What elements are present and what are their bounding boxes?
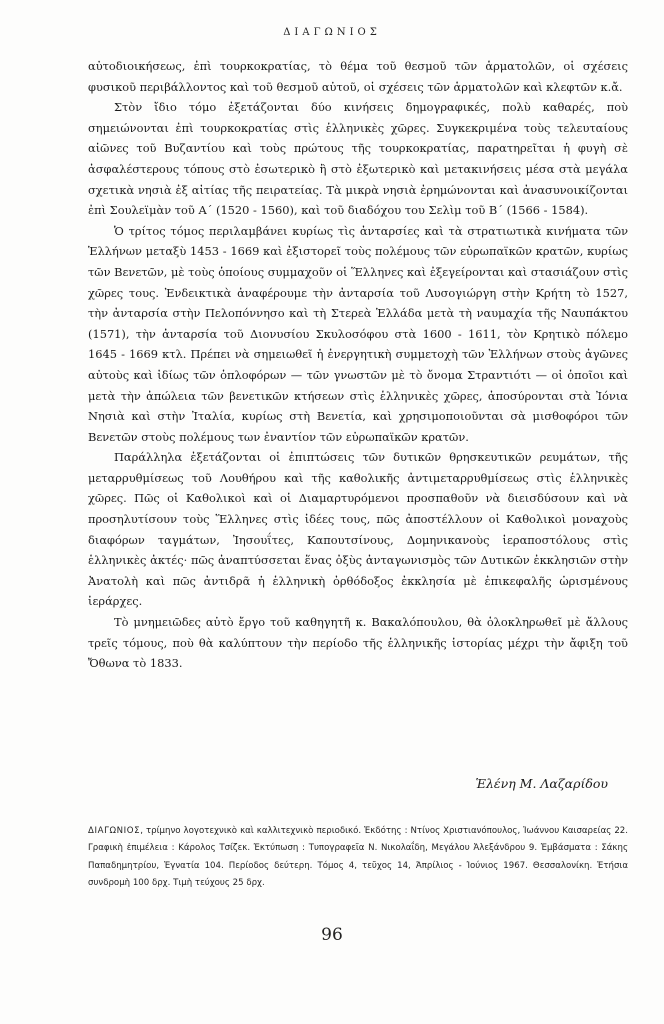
author-signature: Ἑλένη Μ. Λαζαρίδου [475, 776, 608, 791]
imprint-magazine-name: ΔΙΑΓΩΝΙΟΣ [88, 826, 141, 836]
imprint-text: , τρίμηνο λογοτεχνικὸ καὶ καλλιτεχνικὸ περιοδικό. Ἐκδότης : Ντίνος Χριστιανόπουλος, Ἰωάννου Καισαρείας 22. Γραφικὴ ἐπιμέλεια : Κάρολος Τσίζεκ. Ἐκτύπωση : Τυπογραφεῖα Ν. Νικολαΐδη, Μεγάλου Ἀλεξάνδρου 9. Ἐμβάσματα : Σάκης Παπαδημητρίου, Ἐγνατία 104. Περίοδος δεύτερη. Τόμος 4, τεῦχος 14, Ἀπρίλιος - Ἰούνιος 1967. Θεσσαλονίκη. Ἐτήσια συνδρομὴ 100 δρχ. Τιμὴ τεύχους 25 δρχ. [88, 826, 628, 889]
running-head: ΔΙΑΓΩΝΙΟΣ [283, 27, 381, 38]
paragraph-demographic-movements: Στὸν ἴδιο τόμο ἐξετάζονται δύο κινήσεις δημογραφικές, πολὺ καθαρές, ποὺ σημειώνονται ἐπὶ τουρκοκρατίας στὶς ἑλληνικὲς χῶρες. Συγκεκριμένα τοὺς τελευταίους αἰῶνες τοῦ Βυζαντίου καὶ τοὺς πρώτους τῆς τουρκοκρατίας, παρατηρεῖται ἡ φυγὴ σὲ ἀσφαλέστερους τόπους στὸ ἐσωτερικὸ ἢ στὸ ἐξωτερικὸ καὶ μετακινήσεις μέσα στὰ μεγάλα σχετικὰ νησιὰ ἐξ αἰτίας τῆς πειρατείας. Τὰ μικρὰ νησιὰ ἐρημώνονται καὶ ἀνασυνοικίζονται ἐπὶ Σουλεϊμὰν τοῦ Α΄ (1520 - 1560), καὶ τοῦ διαδόχου του Σελὶμ τοῦ Β΄ (1566 - 1584). [88, 100, 628, 218]
paragraph-religious-currents: Παράλληλα ἐξετάζονται οἱ ἐπιπτώσεις τῶν δυτικῶν θρησκευτικῶν ρευμάτων, τῆς μεταρρυθμίσεως τοῦ Λουθήρου καὶ τῆς καθολικῆς ἀντιμεταρρυθμίσεως στὶς ἑλληνικὲς χῶρες. Πῶς οἱ Καθολικοὶ καὶ οἱ Διαμαρτυρόμενοι προσπαθοῦν νὰ διεισδύσουν καὶ νὰ προσηλυτίσουν τοὺς Ἕλληνες στὶς ἰδέες τους, πῶς ἀποστέλλουν οἱ Καθολικοὶ μοναχοὺς διαφόρων ταγμάτων, Ἰησουΐτες, Καπουτσίνους, Δομηνικανοὺς ἱεραποστόλους στὶς ἑλληνικὲς ἀκτές· πῶς ἀναπτύσσεται ἕνας ὀξὺς ἀνταγωνισμὸς τῶν Δυτικῶν ἐκκλησιῶν στὴν Ἀνατολὴ καὶ πῶς ἀντιδρᾶ ἡ ἑλληνικὴ ὀρθόδοξος ἐκκλησία μὲ ἐπικεφαλῆς ὡρισμένους ἱεράρχες. [88, 450, 628, 609]
paragraph-third-volume: Ὁ τρίτος τόμος περιλαμβάνει κυρίως τὶς ἀνταρσίες καὶ τὰ στρατιωτικὰ κινήματα τῶν Ἑλλήνων μεταξὺ 1453 - 1669 καὶ ἐξιστορεῖ τοὺς πολέμους τῶν εὐρωπαϊκῶν κρατῶν, κυρίως τῶν Βενετῶν, μὲ τοὺς ὁποίους συμμαχοῦν οἱ Ἕλληνες καὶ ἐξεγείρονται καὶ στασιάζουν στὶς χῶρες τους. Ἐνδεικτικὰ ἀναφέρουμε τὴν ἀνταρσία τοῦ Λυσογιώργη στὴν Κρήτη τὸ 1527, τὴν ἀνταρσία στὴν Πελοπόννησο καὶ τὴ Στερεὰ Ἑλλάδα μετὰ τὴ ναυμαχία τῆς Ναυπάκτου (1571), τὴν ἀνταρσία τοῦ Διονυσίου Σκυλοσόφου στὰ 1600 - 1611, τὸν Κρητικὸ πόλεμο 1645 - 1669 κτλ. Πρέπει νὰ σημειωθεῖ ἡ ἐνεργητικὴ συμμετοχὴ τῶν Ἑλλήνων στοὺς ἀγῶνες αὐτοὺς καὶ ἰδίως τῶν ὁπλοφόρων — τῶν γνωστῶν μὲ τὸ ὄνομα Στραντιότι — οἱ ὁποῖοι καὶ μετὰ τὴν ἀπώλεια τῶν βενετικῶν κτήσεων στὶς ἑλληνικὲς χῶρες, ἀποσύρονται στὰ Ἰόνια Νησιὰ καὶ στὴν Ἰταλία, κυρίως στὴ Βενετία, καὶ χρησιμοποιοῦνται σὰ μισθοφόροι τῶν Βενετῶν στοὺς πολέμους των ἐναντίον τῶν εὐρωπαϊκῶν κρατῶν. [88, 223, 628, 444]
review-body [88, 56, 628, 674]
page-number: 96 [321, 925, 343, 945]
paragraph-conclusion: Τὸ μνημειῶδες αὐτὸ ἔργο τοῦ καθηγητῆ κ. Βακαλόπουλου, θὰ ὁλοκληρωθεῖ μὲ ἄλλους τρεῖς τόμους, ποὺ θὰ καλύπτουν τὴν περίοδο τῆς ἑλληνικῆς ἱστορίας μέχρι τὴν ἄφιξη τοῦ Ὄθωνα τὸ 1833. [88, 615, 628, 671]
paragraph-continued: αὐτοδιοικήσεως, ἐπὶ τουρκοκρατίας, τὸ θέμα τοῦ θεσμοῦ τῶν ἁρματολῶν, οἱ σχέσεις φυσικοῦ περιβάλλοντος καὶ τοῦ θεσμοῦ αὐτοῦ, οἱ σχέσεις τῶν ἁρματολῶν καὶ κλεφτῶν κ.ἄ. [88, 59, 628, 94]
imprint-block [88, 823, 628, 893]
